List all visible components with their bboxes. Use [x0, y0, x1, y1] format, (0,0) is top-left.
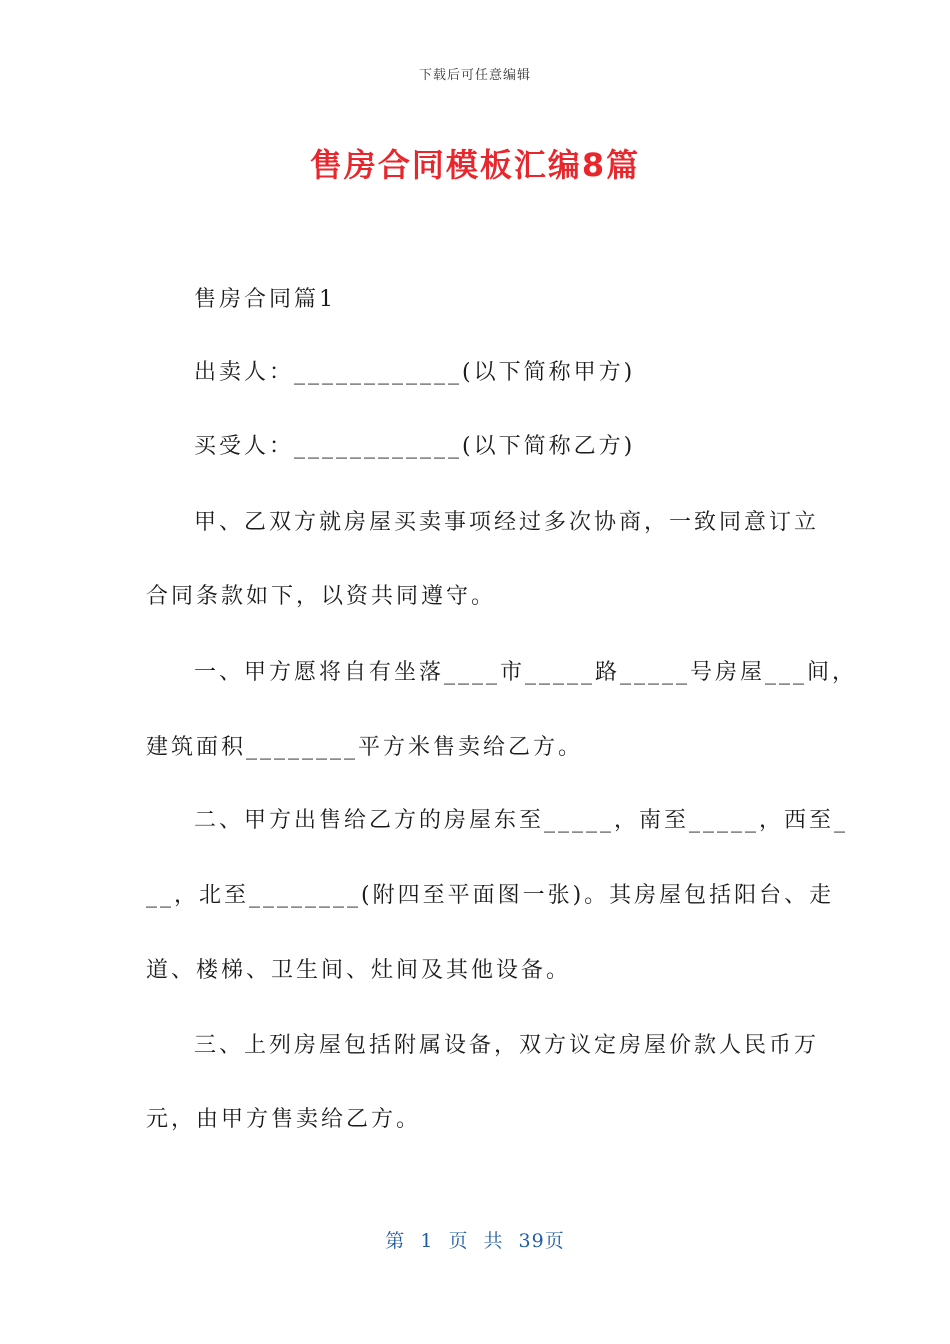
document-title: 售房合同模板汇编8篇: [309, 146, 641, 184]
seller-line: 出卖人：____________(以下简称甲方): [194, 360, 636, 385]
buyer-line: 买受人：____________(以下简称乙方): [194, 434, 636, 459]
paragraph-line: 甲、乙双方就房屋买卖事项经过多次协商，一致同意订立: [194, 510, 820, 535]
paragraph-line: __，北至________(附四至平面图一张)。其房屋包括阳台、走: [146, 883, 835, 908]
page-number: 第 1 页 共 39页: [385, 1230, 565, 1252]
section-heading: 售房合同篇1: [194, 287, 336, 312]
paragraph-line: 元，由甲方售卖给乙方。: [146, 1107, 422, 1132]
paragraph-line: 二、甲方出售给乙方的房屋东至_____，南至_____，西至_: [194, 808, 849, 833]
paragraph-line: 道、楼梯、卫生间、灶间及其他设备。: [146, 958, 572, 983]
paragraph-line: 建筑面积________平方米售卖给乙方。: [146, 735, 584, 760]
paragraph-line: 三、上列房屋包括附属设备，双方议定房屋价款人民币万: [194, 1033, 820, 1058]
header-note: 下载后可任意编辑: [418, 68, 531, 83]
paragraph-line: 合同条款如下，以资共同遵守。: [146, 584, 497, 609]
paragraph-line: 一、甲方愿将自有坐落____市_____路_____号房屋___间，: [194, 660, 858, 685]
